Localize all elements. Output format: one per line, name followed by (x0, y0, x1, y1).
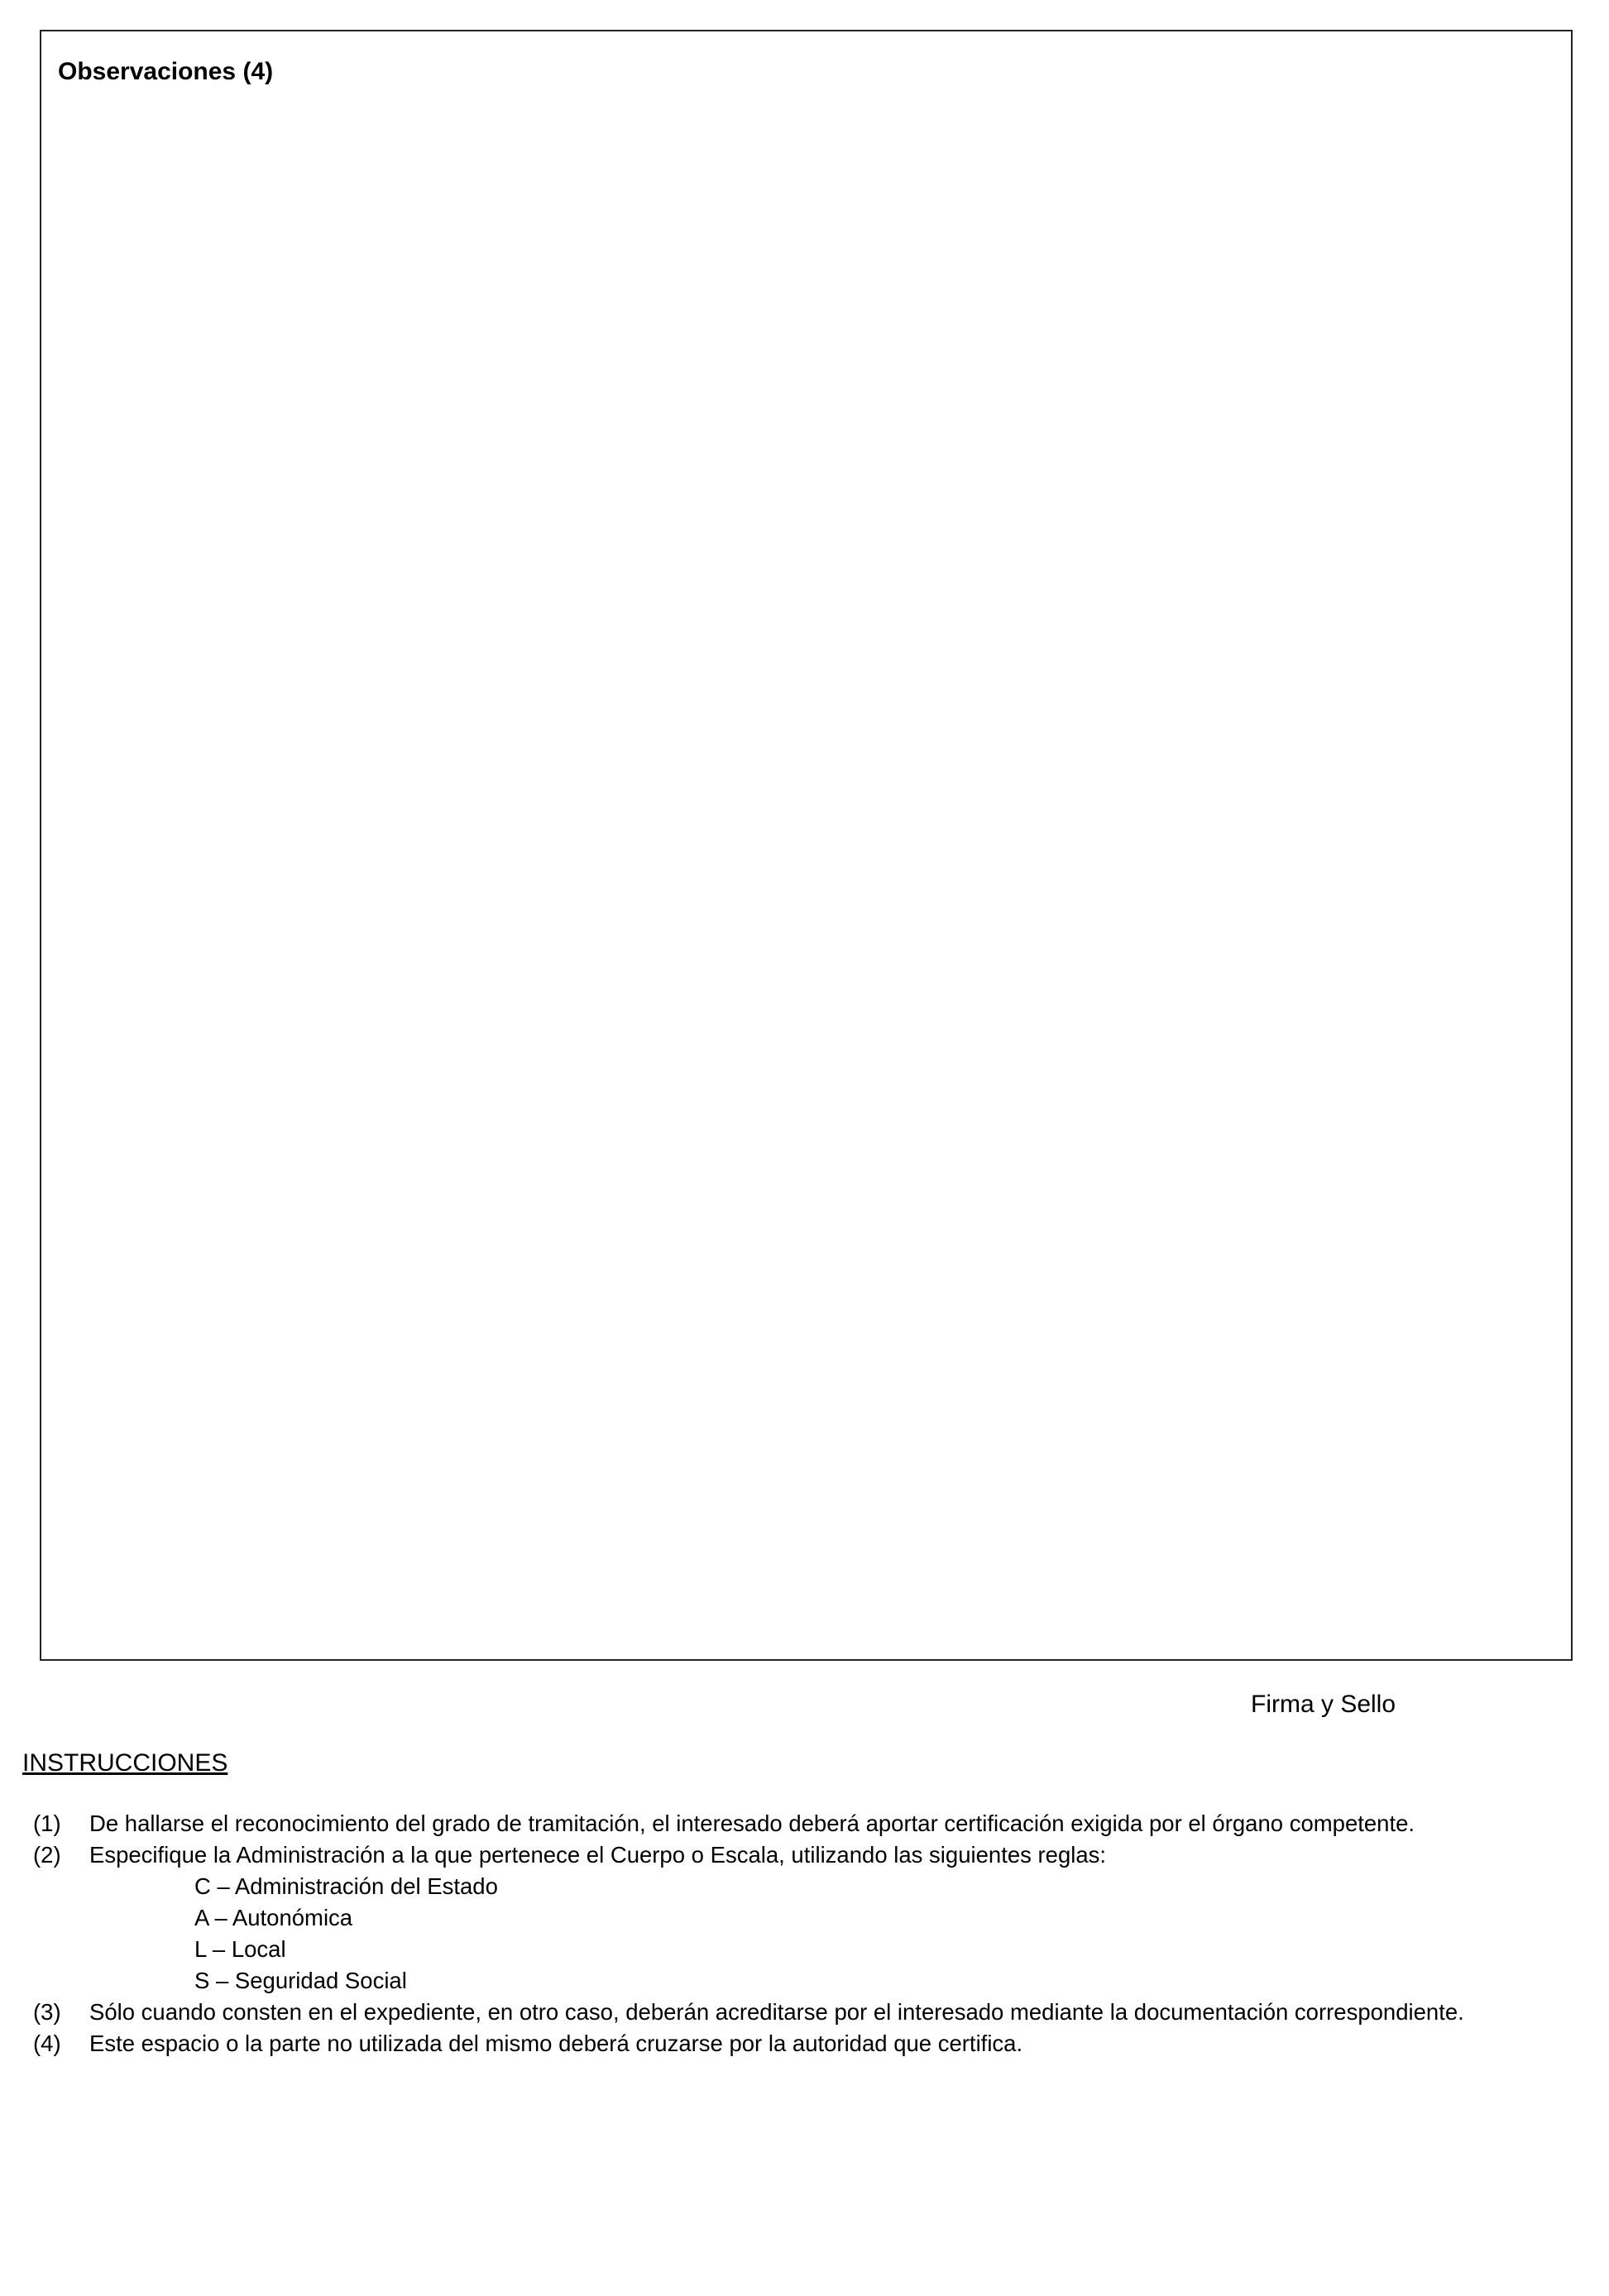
rule-social-security: S – Seguridad Social (194, 1968, 407, 1993)
administration-rules-list (33, 1871, 1588, 1997)
instruction-text: Especifique la Administración a la que pertenece el Cuerpo o Escala, utilizando las siguientes reglas: (89, 1842, 1107, 1868)
rule-autonomic: A – Autonómica (194, 1905, 353, 1930)
instruction-text: Sólo cuando consten en el expediente, en otro caso, deberán acreditarse por el interesado mediante la documentación correspondiente. (89, 1999, 1464, 2025)
instruction-item-4 (33, 2028, 1588, 2059)
instruction-number: (2) (33, 1842, 61, 1868)
instruction-row (33, 1808, 1588, 1839)
observations-box (40, 30, 1573, 1661)
instructions-list (33, 1808, 1588, 2059)
instruction-number: (4) (33, 2031, 61, 2056)
observations-title: Observaciones (4) (58, 58, 274, 85)
instruction-item-1 (33, 1808, 1588, 1839)
rule-state: C – Administración del Estado (194, 1873, 498, 1899)
instructions-title: INSTRUCCIONES (22, 1749, 228, 1777)
rule-local: L – Local (194, 1936, 286, 1962)
instruction-text: De hallarse el reconocimiento del grado de tramitación, el interesado deberá aportar certificación exigida por el órgano competente. (89, 1810, 1415, 1836)
instruction-item-3 (33, 1997, 1588, 2028)
instruction-row (33, 2028, 1588, 2059)
instruction-item-2 (33, 1839, 1588, 1997)
instruction-row (33, 1839, 1588, 1871)
instruction-text: Este espacio o la parte no utilizada del mismo deberá cruzarse por la autoridad que certifica. (89, 2031, 1023, 2056)
instruction-number: (3) (33, 1999, 61, 2025)
instruction-row (33, 1997, 1588, 2028)
instruction-number: (1) (33, 1810, 61, 1836)
signature-label: Firma y Sello (1251, 1691, 1396, 1718)
